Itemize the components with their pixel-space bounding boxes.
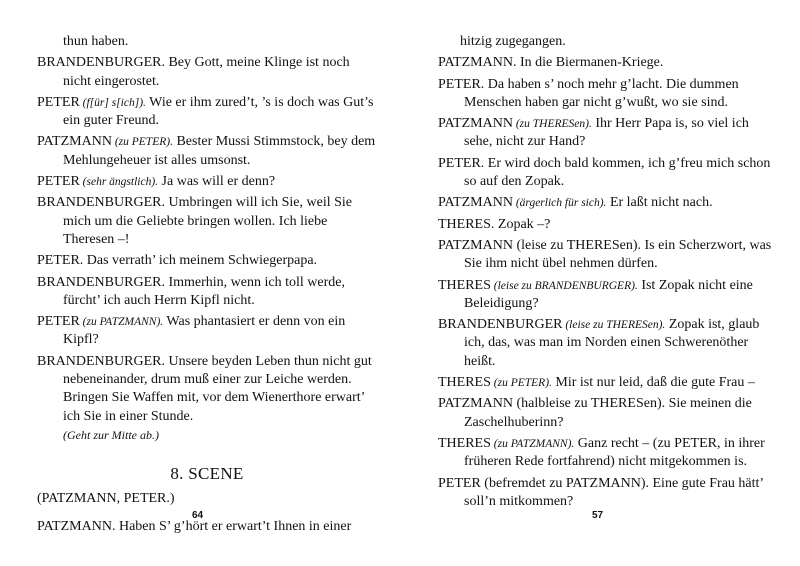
dialogue-line	[438, 54, 780, 72]
spoken-text: (befremdet zu PATZMANN). Eine gute Frau hätt’ soll’n mitkommen?	[464, 475, 764, 509]
stage-direction: (ärgerlich für sich).	[512, 197, 607, 210]
speaker-name: PATZMANN	[438, 396, 513, 412]
dialogue-line	[438, 237, 780, 274]
dialogue-line	[438, 155, 780, 192]
spoken-text: Immerhin, wenn ich toll werde, fürcht’ ich auch Herrn Kipfl nicht.	[63, 274, 345, 308]
speaker-name: PATZMANN	[37, 134, 112, 150]
spoken-text: Zopak ist, glaub ich, das, was man im Norden einen Schwerenöther heißt.	[464, 317, 760, 369]
dialogue-line	[438, 194, 780, 212]
spoken-text: Er laßt nicht nach.	[606, 195, 713, 211]
dialogue-line	[37, 133, 377, 170]
dialogue-line	[438, 374, 780, 392]
spoken-text: Ganz recht – (zu PETER, in ihrer früheren Rede fortfahrend) nicht mitgekommen is.	[464, 435, 765, 470]
dialogue-line	[37, 274, 377, 311]
dialogue-line	[37, 54, 377, 91]
stage-direction: (sehr ängstlich).	[79, 176, 159, 189]
speaker-name: PETER	[438, 475, 481, 491]
spoken-text: Unsere beyden Leben thun nicht gut nebeneinander, drum muß einer zur Leiche werden. Bringen Sie Waffen mit, vor dem Wienerthore erwart’ ich Sie in einer Stunde.	[63, 353, 372, 424]
dialogue-line	[438, 395, 780, 432]
spoken-text: Ja was will er denn?	[158, 174, 276, 190]
speaker-name: THERES	[438, 435, 491, 451]
scene-title: 8. SCENE	[170, 464, 244, 484]
dialogue-line	[438, 316, 780, 371]
dialogue-line	[438, 475, 780, 512]
dialogue-line	[37, 94, 377, 131]
dialogue-line	[37, 313, 377, 350]
left-page-text	[37, 33, 377, 540]
stage-direction: (leise zu THERESen).	[562, 319, 666, 332]
spoken-text: Da haben s’ noch mehr g’lacht. Die dummen Menschen haben gar nicht g’wußt, wo sie sind.	[464, 76, 739, 110]
dialogue-continuation: hitzig zugegangen.	[460, 34, 566, 49]
speaker-name: PATZMANN	[438, 195, 513, 211]
spoken-text: Zopak –?	[494, 216, 551, 232]
speaker-name: PETER	[37, 174, 80, 190]
stage-direction: (zu PETER).	[111, 136, 173, 149]
dialogue-line	[438, 277, 780, 314]
stage-direction: (leise zu BRANDENBURGER).	[490, 279, 638, 292]
dialogue-line	[37, 518, 377, 536]
dialogue-line	[438, 115, 780, 152]
spoken-text: Wie er ihm zured’t, ’s is doch was Gut’s ein guter Freund.	[63, 94, 374, 129]
spoken-text: Ist Zopak nicht eine Beleidigung?	[464, 277, 753, 311]
speaker-name: PETER.	[438, 155, 485, 171]
page-number: 64	[192, 510, 204, 521]
speaker-name: PATZMANN	[438, 237, 513, 253]
speaker-name: BRANDENBURGER.	[37, 353, 165, 369]
spoken-text: Ihr Herr Papa is, so viel ich sehe, nicht zur Hand?	[464, 116, 749, 150]
spoken-text: Er wird doch bald kommen, ich g’freu mich schon so auf den Zopak.	[464, 155, 771, 190]
speaker-name: THERES	[438, 375, 491, 391]
stage-direction: (zu THERESen).	[512, 118, 592, 131]
dialogue-line	[438, 76, 780, 113]
dialogue-line	[37, 173, 377, 191]
stage-direction: (zu PATZMANN).	[79, 316, 164, 329]
speaker-name: PATZMANN.	[438, 55, 517, 71]
dialogue-line	[37, 353, 377, 444]
speaker-name: PATZMANN.	[37, 519, 116, 535]
dialogue-line	[37, 252, 377, 270]
page-number: 57	[592, 510, 604, 521]
spoken-text: Das verrath’ ich meinem Schwiegerpapa.	[83, 253, 318, 269]
stage-direction: (zu PETER).	[490, 377, 552, 390]
dialogue-line	[438, 435, 780, 472]
dialogue-continuation: thun haben.	[63, 34, 129, 49]
speaker-name: THERES	[438, 277, 491, 293]
speaker-name: PATZMANN	[438, 116, 513, 132]
speaker-name: PETER	[37, 314, 80, 330]
spoken-text: Bey Gott, meine Klinge ist noch nicht eingerostet.	[63, 55, 350, 89]
scene-persons: (PATZMANN, PETER.)	[37, 491, 175, 507]
spoken-text: (leise zu THERESen). Is ein Scherzwort, was Sie ihm nicht übel nehmen dürfen.	[464, 237, 772, 272]
spoken-text: Bester Mussi Stimmstock, bey dem Mehlungeheuer ist alles umsonst.	[63, 134, 376, 168]
dialogue-line	[37, 194, 377, 249]
speaker-name: BRANDENBURGER.	[37, 274, 165, 290]
spoken-text: Was phantasiert er denn von ein Kipfl?	[63, 314, 346, 348]
spoken-text: Umbringen will ich Sie, weil Sie mich um die Geliebte bringen wollen. Ich liebe Theresen –!	[63, 195, 352, 247]
stage-direction: (f[ür] s[ich]).	[79, 96, 146, 109]
dialogue-line	[438, 216, 780, 234]
right-page-text	[438, 33, 780, 514]
spoken-text: (halbleise zu THERESen). Sie meinen die Zaschelhuberinn?	[464, 396, 752, 430]
speaker-name: PETER.	[438, 76, 485, 92]
speaker-name: PETER.	[37, 253, 84, 269]
speaker-name: BRANDENBURGER	[438, 317, 563, 333]
stage-direction: (zu PATZMANN).	[490, 437, 575, 450]
speaker-name: THERES.	[438, 216, 495, 232]
speaker-name: PETER	[37, 94, 80, 110]
speaker-name: BRANDENBURGER.	[37, 195, 165, 211]
speaker-name: BRANDENBURGER.	[37, 55, 165, 71]
exit-direction: (Geht zur Mitte ab.)	[63, 427, 159, 442]
right-page	[400, 0, 800, 566]
spoken-text: Mir ist nur leid, daß die gute Frau –	[551, 375, 755, 391]
spoken-text: Haben S’ g’hört er erwart’t Ihnen in einer	[115, 519, 352, 535]
spoken-text: In die Biermanen-Kriege.	[516, 55, 664, 71]
